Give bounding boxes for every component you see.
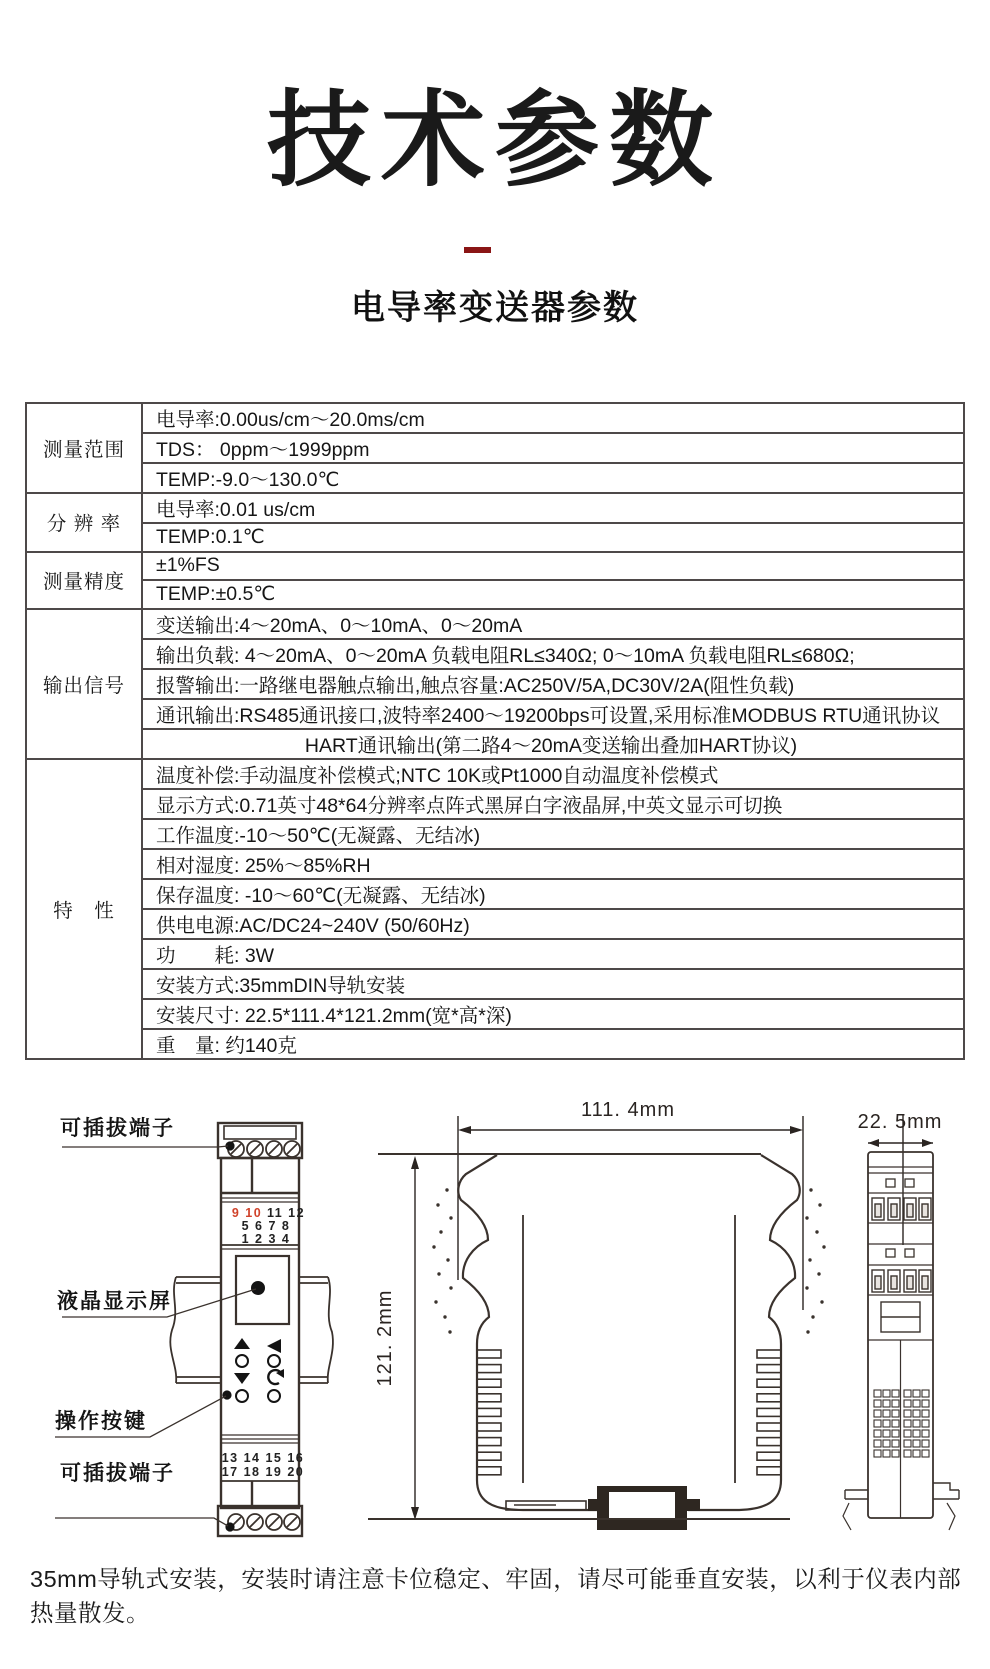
- spec-value-cell: 通讯输出:RS485通讯接口,波特率2400～19200bps可设置,采用标准MODBUS RTU通讯协议: [142, 699, 964, 729]
- button-circle: [236, 1390, 248, 1402]
- table-row: [26, 463, 964, 493]
- depth-dimension-text: 22. 5mm: [857, 1111, 943, 1133]
- height-dimension: [411, 1156, 419, 1520]
- table-row: [26, 699, 964, 729]
- lcd-pointer-dot: [251, 1281, 265, 1295]
- spec-value-cell: 保存温度: -10～60℃(无凝露、无结冰): [142, 879, 964, 909]
- up-arrow-icon: [234, 1338, 250, 1349]
- table-row: [26, 609, 964, 639]
- din-clip: [588, 1486, 700, 1530]
- button-circle: [236, 1355, 248, 1367]
- spec-value-cell: 变送输出:4～20mA、0～10mA、0～20mA: [142, 609, 964, 639]
- vent-grid: [874, 1390, 929, 1457]
- installation-diagram: [0, 1040, 990, 1552]
- spec-value-cell: 安装方式:35mmDIN导轨安装: [142, 969, 964, 999]
- spec-group-label: 分 辨 率: [26, 493, 142, 552]
- vent-slats-right: [757, 1350, 781, 1475]
- screw-terminals-row1: [872, 1198, 931, 1220]
- spec-value-cell: 显示方式:0.71英寸48*64分辨率点阵式黑屏白字液晶屏,中英文显示可切换: [142, 789, 964, 819]
- spec-value-cell: 供电电源:AC/DC24~240V (50/60Hz): [142, 909, 964, 939]
- svg-text:11 12: 11 12: [266, 1206, 306, 1220]
- table-row: [26, 759, 964, 789]
- mount-feet: [845, 1483, 959, 1499]
- terminal-block-top: [218, 1123, 302, 1158]
- spec-value-cell: TEMP:±0.5℃: [142, 580, 964, 609]
- label-terminal-top: 可插拔端子: [60, 1117, 175, 1140]
- table-row: [26, 552, 964, 581]
- table-row: [26, 939, 964, 969]
- label-buttons: 操作按键: [55, 1410, 147, 1433]
- svg-text:17 18 19 20: 17 18 19 20: [221, 1465, 305, 1479]
- table-row: [26, 849, 964, 879]
- spec-value-cell: 电导率:0.01 us/cm: [142, 493, 964, 523]
- spec-value-cell: 工作温度:-10～50℃(无凝露、无结冰): [142, 819, 964, 849]
- vent-slats-left: [477, 1350, 501, 1475]
- svg-text:13 14 15 16: 13 14 15 16: [221, 1451, 305, 1465]
- mount-bracket: [506, 1501, 586, 1510]
- page-title: 技术参数: [266, 83, 723, 199]
- latch: [881, 1302, 920, 1332]
- svg-text:9 10: 9 10: [231, 1206, 263, 1220]
- footer-note: 35mm导轨式安装，安装时请注意卡位稳定、牢固，请尽可能垂直安装，以利于仪表内部热量散发。: [30, 1566, 962, 1626]
- screw-terminals-row2: [872, 1270, 931, 1292]
- label-terminal-bottom: 可插拔端子: [60, 1462, 175, 1485]
- table-row: [26, 819, 964, 849]
- table-row: [26, 729, 964, 759]
- width-dimension: [458, 1116, 803, 1310]
- spec-value-cell: 功 耗: 3W: [142, 939, 964, 969]
- down-arrow-icon: [234, 1373, 250, 1384]
- table-row: [26, 909, 964, 939]
- terminal-numbers-bottom: [222, 1451, 305, 1479]
- spec-value-cell: 报警输出:一路继电器触点输出,触点容量:AC250V/5A,DC30V/2A(阻性负载): [142, 669, 964, 699]
- spec-value-cell: 输出负载: 4～20mA、0～20mA 负载电阻RL≤340Ω; 0～10mA 负载电阻RL≤680Ω;: [142, 639, 964, 669]
- terminal-block-bottom: [218, 1506, 302, 1536]
- accent-dash: [464, 247, 491, 253]
- table-row: [26, 433, 964, 463]
- table-row: [26, 493, 964, 523]
- top-view-drawing: [843, 1152, 959, 1530]
- spec-value-cell: TDS： 0ppm～1999ppm: [142, 433, 964, 463]
- spec-value-cell: 重 量: 约140克: [142, 1029, 964, 1059]
- table-row: [26, 999, 964, 1029]
- table-row: [26, 403, 964, 433]
- buttons-pointer-dot: [222, 1390, 231, 1399]
- table-row: [26, 789, 964, 819]
- operation-buttons: [222, 1338, 284, 1402]
- side-view-drawing: [368, 1154, 826, 1530]
- spec-value-cell: TEMP:0.1℃: [142, 523, 964, 552]
- spec-group-label: 特 性: [26, 759, 142, 1059]
- table-row: [26, 669, 964, 699]
- spec-value-cell: 电导率:0.00us/cm～20.0ms/cm: [142, 403, 964, 433]
- rotate-icon: [268, 1369, 284, 1384]
- table-row: [26, 523, 964, 552]
- depth-dimension: [868, 1115, 933, 1245]
- spec-value-cell: 安装尺寸: 22.5*111.4*121.2mm(宽*高*深): [142, 999, 964, 1029]
- terminal-pointer-dot: [225, 1522, 234, 1531]
- svg-text:5 6 7 8: 5 6 7 8: [241, 1219, 291, 1233]
- table-row: [26, 580, 964, 609]
- spec-value-cell: 相对湿度: 25%～85%RH: [142, 849, 964, 879]
- spec-group-label: 测量精度: [26, 552, 142, 609]
- terminal-numbers-top: [232, 1206, 305, 1246]
- button-circle: [268, 1355, 280, 1367]
- height-dimension-text: 121. 2mm: [374, 1289, 396, 1387]
- din-rail: [170, 1277, 333, 1383]
- table-row: [26, 879, 964, 909]
- page-subtitle: 电导率变送器参数: [351, 289, 639, 327]
- table-row: [26, 969, 964, 999]
- button-circle: [268, 1390, 280, 1402]
- spec-value-cell: HART通讯输出(第二路4～20mA变送输出叠加HART协议): [142, 729, 964, 759]
- vent-dots: [432, 1188, 825, 1333]
- lcd-screen: [236, 1256, 289, 1324]
- left-arrow-icon: [267, 1339, 281, 1353]
- width-dimension-text: 111. 4mm: [581, 1099, 675, 1121]
- svg-text:1 2 3 4: 1 2 3 4: [241, 1232, 291, 1246]
- table-row: [26, 639, 964, 669]
- spec-value-cell: TEMP:-9.0～130.0℃: [142, 463, 964, 493]
- spec-value-cell: 温度补偿:手动温度补偿模式;NTC 10K或Pt1000自动温度补偿模式: [142, 759, 964, 789]
- spec-group-label: 测量范围: [26, 403, 142, 493]
- spec-group-label: 输出信号: [26, 609, 142, 759]
- spec-value-cell: ±1%FS: [142, 552, 964, 581]
- label-lcd: 液晶显示屏: [57, 1290, 172, 1313]
- break-lines: [843, 1503, 955, 1530]
- spec-table: [25, 402, 965, 1060]
